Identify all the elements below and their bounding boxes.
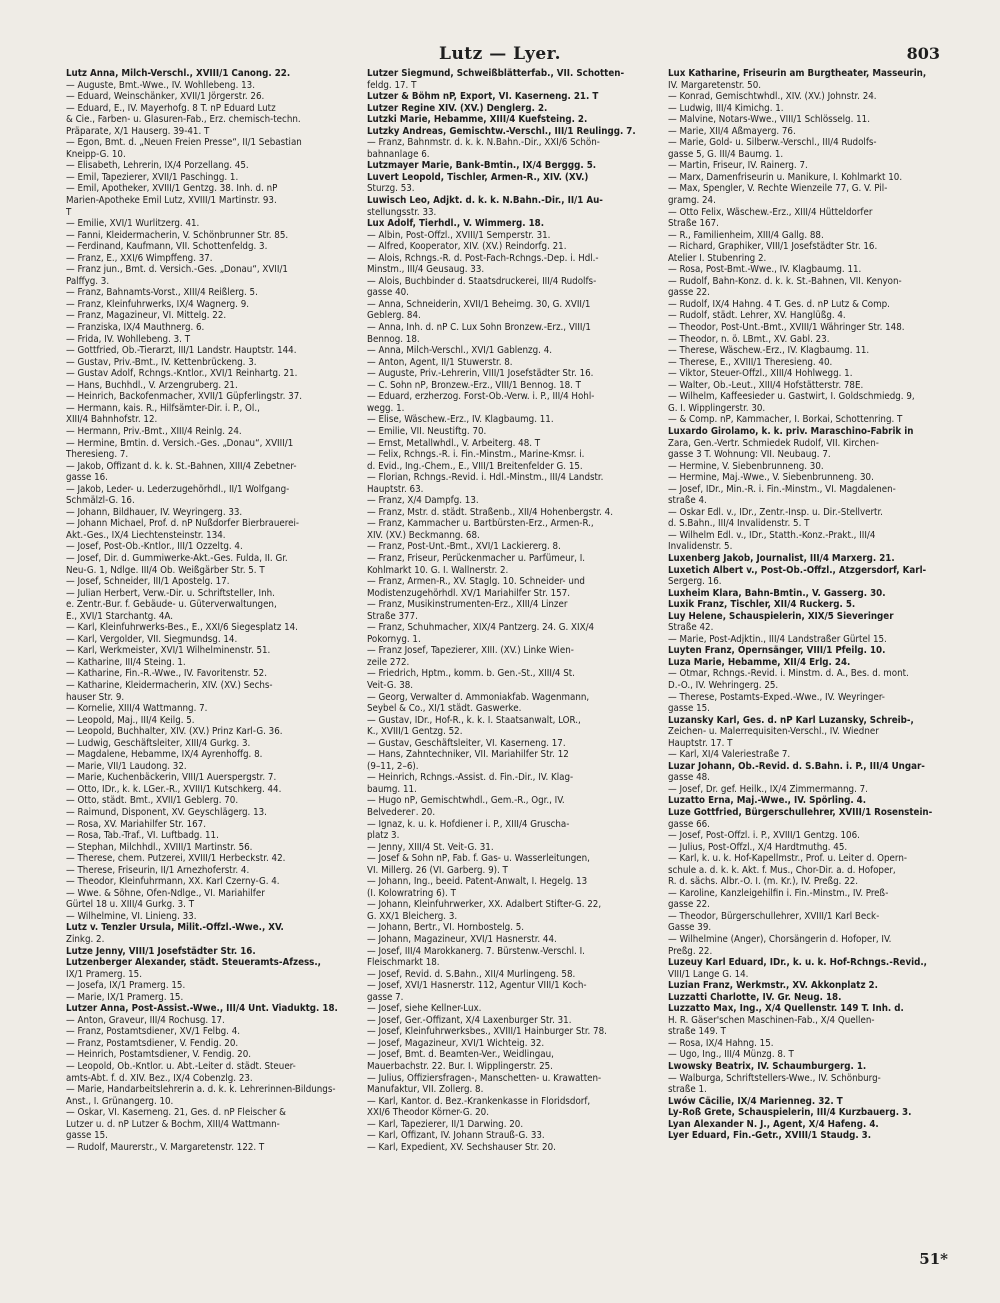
directory-entry-line: gasse 22. <box>668 899 710 911</box>
directory-entry-line: — Richard, Graphiker, VIII/1 Josefstädter Str. 16. <box>668 241 878 253</box>
directory-entry-line: Gasse 39. <box>668 922 712 934</box>
directory-entry-line: — Elise, Wäschew.-Erz., IV. Klagbaumg. 11. <box>367 414 554 426</box>
directory-entry-line: IX/1 Pramerg. 15. <box>66 968 142 980</box>
directory-entry-line: — Josefa, IX/1 Pramerg. 15. <box>66 980 186 992</box>
directory-entry-line: Luy Helene, Schauspielerin, XIX/5 Sieveringer <box>668 610 894 622</box>
directory-entry-line: — Theodor, Kleinfuhrmann, XX. Karl Czerny-G. 4. <box>66 876 280 888</box>
directory-entry-line: — Hans, Zahntechniker, VII. Mariahilfer Str. 12 <box>367 749 569 761</box>
directory-entry-line: D.-O., IV. Wehringerg. 25. <box>668 679 779 691</box>
signature-mark: 51* <box>919 1250 948 1268</box>
directory-entry-line: Schmälzl-G. 16. <box>66 495 135 507</box>
directory-entry-line: Kneipp-G. 10. <box>66 148 126 160</box>
directory-entry-line: — Eduard, Weinschänker, XVII/1 Jörgerstr. 26. <box>66 91 265 103</box>
directory-entry-line: — Gustav Adolf, Rchngs.-Kntlor., XVI/1 Reinhartg. 21. <box>66 368 298 380</box>
directory-entry-line: Luxenberg Jakob, Journalist, III/4 Marxerg. 21. <box>668 552 895 564</box>
directory-entry-line: gasse 5, G. III/4 Baumg. 1. <box>668 148 784 160</box>
directory-entry-line: — Franz, Bahnmstr. d. k. k. N.Bahn.-Dir., XXI/6 Schön- <box>367 137 600 149</box>
directory-entry-line: Kohlmarkt 10. G. I. Wallnerstr. 2. <box>367 564 509 576</box>
directory-entry-line: — Josef, Dr. gef. Heilk., IX/4 Zimmermanng. 7. <box>668 783 868 795</box>
directory-entry-line: Luvert Leopold, Tischler, Armen-R., XIV. (XV.) <box>367 171 589 183</box>
directory-entry-line: Luzian Franz, Werkmstr., XV. Akkonplatz 2. <box>668 980 878 992</box>
directory-entry-line: — Hermann, kais. R., Hilfsämter-Dir. i. P., Ol., <box>66 402 260 414</box>
directory-entry-line: Lwów Cäcilie, IX/4 Marienneg. 32. T <box>668 1095 843 1107</box>
directory-entry-line: — Therese, chem. Putzerei, XVIII/1 Herbeckstr. 42. <box>66 853 286 865</box>
directory-entry-line: — Johann, Magazineur, XVI/1 Hasnerstr. 44. <box>367 934 557 946</box>
directory-entry-line: R. d. sächs. Albr.-O. I. (m. Kr.), IV. Preßg. 22. <box>668 876 859 888</box>
directory-entry-line: Anst., I. Grünangerg. 10. <box>66 1095 174 1107</box>
directory-entry-line: — C. Sohn nP, Bronzew.-Erz., VIII/1 Bennog. 18. T <box>367 379 582 391</box>
directory-entry-line: Straße 377. <box>367 610 418 622</box>
directory-entry-line: — Stephan, Milchhdl., XVIII/1 Martinstr. 56. <box>66 841 253 853</box>
directory-entry-line: — Anton, Agent, II/1 Stuwerstr. 8. <box>367 356 513 368</box>
directory-entry-line: Modistenzugehörhdl. XV/1 Mariahilfer Str. 157. <box>367 587 571 599</box>
directory-entry-line: — Wilhelmine (Anger), Chorsängerin d. Hofoper, IV. <box>668 934 892 946</box>
directory-entry-line: — Marx, Damenfriseurin u. Manikure, I. Kohlmarkt 10. <box>668 171 903 183</box>
directory-entry-line: — Karl, XI/4 Valeriestraße 7. <box>668 749 791 761</box>
directory-entry-line: Hauptstr. 17. T <box>668 737 733 749</box>
directory-entry-line: — Johann, Bertr., VI. Hornbostelg. 5. <box>367 922 525 934</box>
directory-entry-line: Luzeuy Karl Eduard, IDr., k. u. k. Hof-Rchngs.-Revid., <box>668 957 927 969</box>
directory-entry-line: gasse 22. <box>668 287 710 299</box>
directory-entry-line: — Marie, Handarbeitslehrerin a. d. k. k. Lehrerinnen-Bildungs- <box>66 1084 336 1096</box>
directory-entry-line: — Franz, E., XXI/6 Wimpffeng. 37. <box>66 252 213 264</box>
directory-entry-line: Lutz v. Tenzler Ursula, Milit.-Offzl.-Wwe., XV. <box>66 922 284 934</box>
directory-entry-line: — Josef, Schneider, III/1 Apostelg. 17. <box>66 576 230 588</box>
directory-entry-line: — Marie, IX/1 Pramerg. 15. <box>66 991 184 1003</box>
directory-entry-line: — Josef, III/4 Marokkanerg. 7. Bürstenw.-Verschl. I. <box>367 945 585 957</box>
directory-entry-line: — Emil, Tapezierer, XVII/1 Paschingg. 1. <box>66 171 239 183</box>
directory-entry-line: — Marie, Kuchenbäckerin, VIII/1 Auerspergstr. 7. <box>66 772 277 784</box>
directory-entry-line: — Raimund, Disponent, XV. Geyschlägerg. 13. <box>66 807 267 818</box>
directory-entry-line: — Alois, Rchngs.-R. d. Post-Fach-Rchngs.-Dep. i. Hdl.- <box>367 252 599 264</box>
directory-entry-line: — Egon, Bmt. d. „Neuen Freien Presse“, II/1 Sebastian <box>66 137 302 149</box>
directory-entry-line: Lutze Jenny, VIII/1 Josefstädter Str. 16. <box>66 945 256 957</box>
directory-entry-line: — Franz, Kammacher u. Bartbürsten-Erz., Armen-R., <box>367 518 594 530</box>
directory-entry-line: — Leopold, Maj., III/4 Keilg. 5. <box>66 714 195 726</box>
directory-entry-line: — Anton, Graveur, III/4 Rochusg. 17. <box>66 1014 225 1026</box>
directory-entry-line: — Emilie, XVI/1 Wurlitzerg. 41. <box>66 218 200 230</box>
directory-entry-line: — Kornelie, XIII/4 Wattmanng. 7. <box>66 703 208 715</box>
directory-entry-line: — Karl, Vergolder, VII. Siegmundsg. 14. <box>66 633 238 645</box>
directory-entry-line: — Magdalene, Hebamme, IX/4 Ayrenhoffg. 8. <box>66 749 263 761</box>
directory-entry-line: gasse 48. <box>668 772 710 784</box>
directory-entry-line: Fleischmarkt 18. <box>367 957 440 969</box>
directory-entry-line: — Rudolf, städt. Lehrer, XV. Hanglüßg. 4. <box>668 310 846 322</box>
directory-entry-line: Luxheim Klara, Bahn-Bmtin., V. Gasserg. 30. <box>668 587 886 599</box>
directory-entry-line: Belvederег. 20. <box>367 807 436 818</box>
directory-entry-line: — Rudolf, Maurerstr., V. Margaretenstr. 122. T <box>66 1141 265 1153</box>
directory-entry-line: — Georg, Verwalter d. Ammoniakfab. Wagenmann, <box>367 691 590 703</box>
directory-entry-line: Zara, Gen.-Vertr. Schmiedek Rudolf, VII. Kirchen- <box>668 437 879 449</box>
directory-entry-line: T <box>66 206 72 218</box>
directory-entry-line: Pokornyg. 1. <box>367 633 421 645</box>
directory-entry-line: — Oskar Edl. v., IDr., Zentr.-Insp. u. Dir.-Stellvertr. <box>668 506 883 518</box>
directory-entry-line: — Josef, Bmt. d. Beamten-Ver., Weidlingau, <box>367 1049 554 1061</box>
directory-entry-line: schule a. d. k. k. Akt. f. Mus., Chor-Dir. a. d. Hofoper, <box>668 864 896 876</box>
directory-entry-line: Zeichen- u. Malerrequisiten-Verschl., IV. Wiedner <box>668 726 879 738</box>
directory-entry-line: — Malvine, Notars-Wwe., VIII/1 Schlösselg. 11. <box>668 114 870 126</box>
directory-entry-line: Palffyg. 3. <box>66 275 110 287</box>
directory-entry-line: — Oskar, VI. Kaserneng. 21, Ges. d. nP Fleischer & <box>66 1107 286 1119</box>
directory-entry-line: — Rosa, Tab.-Traf., VI. Luftbadg. 11. <box>66 830 219 842</box>
directory-entry-line: Theresieng. 7. <box>66 449 129 461</box>
directory-entry-line: — Ludwig, III/4 Kimichg. 1. <box>668 102 784 114</box>
directory-entry-line: — Franz, Kleinfuhrwerks, IX/4 Wagnerg. 9. <box>66 298 250 310</box>
directory-entry-line: — Katharine, Fin.-R.-Wwe., IV. Favoritenstr. 52. <box>66 668 267 680</box>
directory-entry-line: stellungsstr. 33. <box>367 206 437 218</box>
directory-entry-line: — Johann, Ing., beeid. Patent-Anwalt, I. Hegelg. 13 <box>367 876 588 888</box>
directory-entry-line: — Elisabeth, Lehrerin, IX/4 Porzellang. 45. <box>66 160 249 172</box>
directory-entry-line: G. I. Wipplingerstr. 30. <box>668 402 766 414</box>
directory-entry-line: — Ugo, Ing., III/4 Münzg. 8. T <box>668 1049 794 1061</box>
directory-entry-line: H. R. Gäser'schen Maschinen-Fab., X/4 Quellen- <box>668 1014 875 1026</box>
directory-entry-line: Gürtel 18 u. XIII/4 Gurkg. 3. T <box>66 899 195 911</box>
directory-entry-line: — Max, Spengler, V. Rechte Wienzeile 77, G. V. Pil- <box>668 183 888 195</box>
directory-entry-line: — Therese, Postamts-Exped.-Wwe., IV. Weyringer- <box>668 691 885 703</box>
directory-entry-line: — Josef, siehe Kellner-Lux. <box>367 1003 482 1015</box>
directory-entry-line: — Theodor, Bürgerschullehrer, XVIII/1 Karl Beck- <box>668 910 880 922</box>
directory-entry-line: — Marie, Post-Adjktin., III/4 Landstraßer Gürtel 15. <box>668 633 887 645</box>
directory-entry-line: — Frida, IV. Wohllebeng. 3. T <box>66 333 191 345</box>
directory-entry-line: — Josef, Ger.-Offizant, X/4 Laxenburger Str. 31. <box>367 1014 572 1026</box>
directory-entry-line: — Martin, Friseur, IV. Rainerg. 7. <box>668 160 808 172</box>
directory-entry-line: Ly-Roß Grete, Schauspielerin, III/4 Kurzbauerg. 3. <box>668 1107 912 1119</box>
directory-entry-line: — Jakob, Offizant d. k. k. St.-Bahnen, XIII/4 Zebetner- <box>66 460 297 472</box>
directory-entry-line: — Franz, Magazineur, VI. Mittelg. 22. <box>66 310 227 322</box>
directory-entry-line: — Jakob, Leder- u. Lederzugehörhdl., II/1 Wolfgang- <box>66 483 290 495</box>
directory-entry-line: — Auguste, Bmt.-Wwe., IV. Wohllebeng. 13. <box>66 79 255 91</box>
directory-entry-line: — Rosa, IX/4 Hahng. 15. <box>668 1037 774 1049</box>
directory-entry-line: — Anna, Inh. d. nP C. Lux Sohn Bronzew.-Erz., VIII/1 <box>367 322 591 334</box>
directory-entry-line: straße 4. <box>668 495 707 507</box>
directory-entry-line: Straße 42. <box>668 622 714 634</box>
directory-entry-line: — Ernst, Metallwhdl., V. Arbeiterg. 48. T <box>367 437 541 449</box>
directory-entry-line: — Otto Felix, Wäschew.-Erz., XIII/4 Hütteldorfer <box>668 206 873 218</box>
directory-entry-line: — Wilhelm, Kaffeesieder u. Gastwirt, I. Goldschmiedg. 9, <box>668 391 915 403</box>
directory-entry-line: — Gustav, Priv.-Bmt., IV. Kettenbrückeng. 3. <box>66 356 257 368</box>
directory-entry-line: — Karl, k. u. k. Hof-Kapellmstr., Prof. u. Leiter d. Opern- <box>668 853 907 865</box>
directory-entry-line: — Fanni, Kleidermacherin, V. Schönbrunner Str. 85. <box>66 229 289 241</box>
directory-entry-line: — Konrad, Gemischtwhdl., XIV. (XV.) Johnstr. 24. <box>668 91 877 103</box>
directory-entry-line: straße 1. <box>668 1084 707 1096</box>
directory-entry-line: — Hermine, Bmtin. d. Versich.-Ges. „Donau“, XVIII/1 <box>66 437 294 449</box>
directory-entry-line: — Franz, Friseur, Perückenmacher u. Parfümeur, I. <box>367 552 586 564</box>
directory-entry-line: — Hugo nP, Gemischtwhdl., Gem.-R., Ogr., IV. <box>367 795 565 807</box>
directory-entry-line: gasse 16. <box>66 472 108 484</box>
directory-entry-line: bahnanlage 6. <box>367 148 430 160</box>
directory-entry-line: — Gustav, Geschäftsleiter, VI. Kaserneng. 17. <box>367 737 566 749</box>
directory-entry-line: — Marie, Gold- u. Silberw.-Verschl., III/4 Rudolfs- <box>668 137 877 149</box>
directory-entry-line: — Anna, Milch-Verschl., XVI/1 Gablenzg. 4. <box>367 345 553 357</box>
directory-entry-line: — Franziska, IX/4 Mauthnerg. 6. <box>66 322 205 334</box>
directory-entry-line: — Katharine, III/4 Steing. 1. <box>66 656 186 668</box>
directory-entry-line: VI. Millerg. 26 (VI. Garberg. 9). T <box>367 864 508 876</box>
directory-entry-line: d. Evid., Ing.-Chem., E., VIII/1 Breitenfelder G. 15. <box>367 460 583 472</box>
directory-entry-line: Manufaktur, VII. Zollerg. 8. <box>367 1084 484 1096</box>
directory-entry-line: — Wwe. & Söhne, Ofen-Ndlge., VI. Mariahilfer <box>66 887 265 899</box>
directory-entry-line: — Hans, Buchhdl., V. Arzengruberg. 21. <box>66 379 238 391</box>
directory-entry-line: — Emil, Apotheker, XVIII/1 Gentzg. 38. Inh. d. nP <box>66 183 278 195</box>
directory-entry-line: — R., Familienheim, XIII/4 Gallg. 88. <box>668 229 824 241</box>
directory-entry-line: Lyer Eduard, Fin.-Getr., XVIII/1 Staudg. 3. <box>668 1130 872 1142</box>
directory-entry-line: — Josef, IDr., Min.-R. i. Fin.-Minstm., VI. Magdalenen- <box>668 483 896 495</box>
column-right <box>668 68 950 1248</box>
directory-entry-line: — Franz, X/4 Dampfg. 13. <box>367 495 479 507</box>
directory-entry-line: Präparate, X/1 Hauserg. 39-41. T <box>66 125 210 137</box>
directory-entry-line: — Karl, Expedient, XV. Sechshauser Str. 20. <box>367 1141 556 1153</box>
directory-entry-line: — Franz, Postamtsdiener, V. Fendig. 20. <box>66 1037 239 1049</box>
directory-entry-line: Luza Marie, Hebamme, XII/4 Erlg. 24. <box>668 656 851 668</box>
column-left <box>66 68 356 1248</box>
directory-entry-line: straße 149. T <box>668 1026 726 1038</box>
directory-entry-line: — Johann Michael, Prof. d. nP Nußdorfer Bierbrauerei- <box>66 518 300 530</box>
directory-entry-line: — Eduard, E., IV. Mayerhofg. 8 T. nP Eduard Lutz <box>66 102 276 114</box>
directory-entry-line: — Otto, IDr., k. k. LGer.-R., XVIII/1 Kutschkerg. 44. <box>66 783 282 795</box>
directory-entry-line: — Walburga, Schriftstellers-Wwe., IV. Schönburg- <box>668 1072 881 1084</box>
directory-entry-line: — Julian Herbert, Verw.-Dir. u. Schriftsteller, Inh. <box>66 587 275 599</box>
directory-entry-line: K., XVIII/1 Gentzg. 52. <box>367 726 463 738</box>
directory-entry-line: — Rudolf, IX/4 Hahng. 4 T. Ges. d. nP Lutz & Comp. <box>668 298 890 310</box>
directory-entry-line: — Karl, Offizant, IV. Johann Strauß-G. 33. <box>367 1130 545 1142</box>
directory-entry-line: — Gottfried, Ob.-Tierarzt, III/1 Landstr. Hauptstr. 144. <box>66 345 297 357</box>
directory-entry-line: — Friedrich, Hptm., komm. b. Gen.-St., XIII/4 St. <box>367 668 575 680</box>
directory-entry-line: hauser Str. 9. <box>66 691 125 703</box>
directory-entry-line: — Karl, Kleinfuhrwerks-Bes., E., XXI/6 Siegesplatz 14. <box>66 622 298 634</box>
page-header <box>60 44 940 68</box>
directory-entry-line: E., XVI/1 Starchantg. 4A. <box>66 610 173 622</box>
directory-entry-line: — Franz, Postamtsdiener, XV/1 Felbg. 4. <box>66 1026 241 1038</box>
directory-entry-line: Neu-G. 1, Ndlge. III/4 Ob. Weißgärber Str. 5. T <box>66 564 265 576</box>
directory-entry-line: — Josef, Post-Ob.-Kntlor., III/1 Ozzeltg. 4. <box>66 541 243 553</box>
directory-entry-line: feldg. 17. T <box>367 79 417 91</box>
directory-entry-line: — Julius, Post-Offzl., X/4 Hardtmuthg. 45. <box>668 841 848 853</box>
directory-entry-line: XIII/4 Bahnhofstr. 12. <box>66 414 158 426</box>
directory-entry-line: gasse 7. <box>367 991 404 1003</box>
directory-entry-line: — Franz, Post-Unt.-Bmt., XVI/1 Lackiererg. 8. <box>367 541 561 553</box>
directory-entry-line: Veit-G. 38. <box>367 679 414 691</box>
directory-entry-line: gasse 40. <box>367 287 409 299</box>
directory-entry-line: — Ludwig, Geschäftsleiter, XIII/4 Gurkg. 3. <box>66 737 251 749</box>
directory-entry-line: — Josef, Magazineur, XVI/1 Wichteig. 32. <box>367 1037 545 1049</box>
directory-entry-line: Lyan Alexander N. J., Agent, X/4 Hafeng. 4. <box>668 1118 879 1130</box>
directory-entry-line: Zinkg. 2. <box>66 934 105 946</box>
directory-entry-line: — Johann, Bildhauer, IV. Weyringerg. 33. <box>66 506 243 518</box>
directory-entry-line: baumg. 11. <box>367 783 417 795</box>
directory-entry-line: — Katharine, Kleidermacherin, XIV. (XV.) Sechs- <box>66 679 273 691</box>
directory-entry-line: Luxardo Girolamo, k. k. priv. Maraschino-Fabrik in <box>668 425 914 437</box>
directory-entry-line: — Gustav, IDr., Hof-R., k. k. I. Staatsanwalt, LOR., <box>367 714 581 726</box>
directory-entry-line: — Therese, Friseurin, II/1 Arnezhoferstr. 4. <box>66 864 250 876</box>
directory-entry-line: Lux Katharine, Friseurin am Burgtheater, Masseurin, <box>668 68 927 79</box>
directory-entry-line: — Florian, Rchngs.-Revid. i. Hdl.-Minstm., III/4 Landstr. <box>367 472 604 484</box>
directory-entry-line: & Cie., Farben- u. Glasuren-Fab., Erz. chemisch-techn. <box>66 114 301 126</box>
directory-entry-line: Akt.-Ges., IX/4 Liechtensteinstr. 134. <box>66 529 226 541</box>
directory-entry-line: — Karl, Kantor. d. Bez.-Krankenkasse in Floridsdorf, <box>367 1095 591 1107</box>
directory-entry-line: Lutzer Anna, Post-Assist.-Wwe., III/4 Unt. Viaduktg. 18. <box>66 1003 338 1015</box>
directory-entry-line: — Josef, Kleinfuhrwerksbes., XVIII/1 Hainburger Str. 78. <box>367 1026 607 1038</box>
directory-entry-line: IV. Margaretenstr. 50. <box>668 79 762 91</box>
directory-entry-line: Luzar Johann, Ob.-Revid. d. S.Bahn. i. P., III/4 Ungar- <box>668 760 925 772</box>
directory-entry-line: — Rosa, XV. Mariahilfer Str. 167. <box>66 818 206 830</box>
directory-entry-line: Straße 167. <box>668 218 719 230</box>
directory-entry-line: — Wilhelmine, VI. Linieng. 33. <box>66 910 197 922</box>
directory-entry-line: — Franz jun., Bmt. d. Versich.-Ges. „Donau“, XVII/1 <box>66 264 288 276</box>
directory-entry-line: — Otto, städt. Bmt., XVII/1 Geblerg. 70. <box>66 795 239 807</box>
directory-entry-line: Luwisch Leo, Adjkt. d. k. k. N.Bahn.-Dir., II/1 Au- <box>367 195 603 207</box>
directory-entry-line: Bennog. 18. <box>367 333 420 345</box>
directory-entry-line: — Alois, Buchbinder d. Staatsdruckerei, III/4 Rudolfs- <box>367 275 597 287</box>
directory-entry-line: — Julius, Offiziersfragen-, Manschetten- u. Krawatten- <box>367 1072 602 1084</box>
directory-entry-line: — Franz, Schuhmacher, XIX/4 Pantzerg. 24. G. XIX/4 <box>367 622 595 634</box>
directory-entry-line: — Hermine, Maj.-Wwe., V. Siebenbrunneng. 30. <box>668 472 874 484</box>
directory-entry-line: — Franz Josef, Tapezierer, XIII. (XV.) Linke Wien- <box>367 645 574 657</box>
directory-entry-line: — Marie, VII/1 Laudong. 32. <box>66 760 187 772</box>
directory-entry-line: — Franz, Musikinstrumenten-Erz., XIII/4 Linzer <box>367 599 568 611</box>
directory-entry-line: — Leopold, Ob.-Kntlor. u. Abt.-Leiter d. städt. Steuer- <box>66 1061 296 1073</box>
directory-entry-line: — Rosa, Post-Bmt.-Wwe., IV. Klagbaumg. 11. <box>668 264 862 276</box>
directory-entry-line: Invalidenstr. 5. <box>668 541 733 553</box>
directory-entry-line: d. S.Bahn., III/4 Invalidenstr. 5. T <box>668 518 810 530</box>
directory-entry-line: — Viktor, Steuer-Offzl., XIII/4 Hohlwegg. 1. <box>668 368 853 380</box>
directory-entry-line: e. Zentr.-Bur. f. Gebäude- u. Güterverwaltungen, <box>66 599 277 611</box>
directory-entry-line: Sturzg. 53. <box>367 183 415 195</box>
directory-entry-line: gramg. 24. <box>668 195 716 207</box>
directory-entry-line: Luzzatti Charlotte, IV. Gr. Neug. 18. <box>668 991 842 1003</box>
directory-entry-line: Luze Gottfried, Bürgerschullehrer, XVIII/1 Rosenstein- <box>668 807 933 818</box>
directory-entry-line: Luyten Franz, Opernsänger, VIII/1 Pfeilg. 10. <box>668 645 886 657</box>
directory-entry-line: Seybel & Co., XI/1 städt. Gaswerke. <box>367 703 522 715</box>
directory-entry-line: — Eduard, erzherzog. Forst-Ob.-Verw. i. P., III/4 Hohl- <box>367 391 595 403</box>
directory-entry-line: — Franz, Mstr. d. städt. Straßenb., XII/4 Hohenbergstr. 4. <box>367 506 613 518</box>
directory-entry-line: — Franz, Armen-R., XV. Staglg. 10. Schneider- und <box>367 576 585 588</box>
directory-entry-line: — Therese, E., XVIII/1 Theresieng. 40. <box>668 356 833 368</box>
directory-entry-line: Lutzer u. d. nP Lutzer & Bochm, XIII/4 Wattmann- <box>66 1118 280 1130</box>
directory-entry-line: VIII/1 Lange G. 14. <box>668 968 749 980</box>
page-number: 803 <box>906 44 940 63</box>
directory-entry-line: Lutzer Regine XIV. (XV.) Denglerg. 2. <box>367 102 548 114</box>
directory-entry-line: Lutzky Andreas, Gemischtw.-Verschl., III/1 Reulingg. 7. <box>367 125 636 137</box>
directory-entry-line: — Karl, Tapezierer, II/1 Darwing. 20. <box>367 1118 524 1130</box>
directory-entry-line: — Heinrich, Postamtsdiener, V. Fendig. 20. <box>66 1049 252 1061</box>
directory-entry-line: — Marie, XII/4 Aßmayerg. 76. <box>668 125 796 137</box>
directory-entry-line: — Heinrich, Backofenmacher, XVII/1 Güpferlingstr. 37. <box>66 391 303 403</box>
directory-entry-line: gasse 15. <box>66 1130 108 1142</box>
directory-entry-line: Preßg. 22. <box>668 945 713 957</box>
directory-entry-line: — Anna, Schneiderin, XVII/1 Beheimg. 30, G. XVII/1 <box>367 298 591 310</box>
directory-entry-line: Luxik Franz, Tischler, XII/4 Ruckerg. 5. <box>668 599 856 611</box>
directory-entry-line: — Karl, Werkmeister, XVI/1 Wilhelminenstr. 51. <box>66 645 271 657</box>
directory-entry-line: — Leopold, Buchhalter, XIV. (XV.) Prinz Karl-G. 36. <box>66 726 283 738</box>
directory-entry-line: — Theodor, Post-Unt.-Bmt., XVIII/1 Währinger Str. 148. <box>668 322 905 334</box>
directory-entry-line: — Franz, Bahnamts-Vorst., XIII/4 Reißlerg. 5. <box>66 287 258 299</box>
directory-entry-line: — Albin, Post-Offzl., XVIII/1 Semperstr. 31. <box>367 229 551 241</box>
directory-entry-line: — Josef, XVI/1 Hasnerstr. 112, Agentur VIII/1 Koch- <box>367 980 587 992</box>
directory-entry-line: Marien-Apotheke Emil Lutz, XVIII/1 Martinstr. 93. <box>66 195 277 207</box>
directory-entry-line: — Therese, Wäschew.-Erz., IV. Klagbaumg. 11. <box>668 345 870 357</box>
directory-entry-line: — Wilhelm Edl. v., IDr., Statth.-Konz.-Prakt., III/4 <box>668 529 876 541</box>
directory-entry-line: — Emilie, VII. Neustiftg. 70. <box>367 425 487 437</box>
directory-entry-line: Lutzenberger Alexander, städt. Steueramts-Afzess., <box>66 957 321 969</box>
directory-entry-line: amts-Abt. f. d. XIV. Bez., IX/4 Cobenzlg. 23. <box>66 1072 253 1084</box>
directory-entry-line: — Theodor, n. ö. LBmt., XV. Gabl. 23. <box>668 333 830 345</box>
directory-entry-line: — & Comp. nP, Kammacher, I. Borkai, Schottenring. T <box>668 414 903 426</box>
directory-entry-line: — Heinrich, Rchngs.-Assist. d. Fin.-Dir., IV. Klag- <box>367 772 574 784</box>
directory-entry-line: — Hermann, Priv.-Bmt., XIII/4 Reinlg. 24. <box>66 425 242 437</box>
directory-entry-line: zeile 272. <box>367 656 410 668</box>
directory-entry-line: XIV. (XV.) Beckmanng. 68. <box>367 529 480 541</box>
directory-entry-line: gasse 3 T. Wohnung: VII. Neubaug. 7. <box>668 449 831 461</box>
directory-entry-line: Lutzki Marie, Hebamme, XIII/4 Kuefsteing. 2. <box>367 114 588 126</box>
directory-entry-line: — Auguste, Priv.-Lehrerin, VIII/1 Josefstädter Str. 16. <box>367 368 594 380</box>
directory-entry-line: Lutzer Siegmund, Schweißblätterfab., VII. Schotten- <box>367 68 625 79</box>
directory-entry-line: Minstm., III/4 Geusaug. 33. <box>367 264 485 276</box>
directory-entry-line: G. XX/1 Bleicherg. 3. <box>367 910 458 922</box>
directory-entry-line: — Rudolf, Bahn-Konz. d. k. k. St.-Bahnen, VII. Kenyon- <box>668 275 902 287</box>
directory-entry-line: — Karoline, Kanzleigehilfin i. Fin.-Minstm., IV. Preß- <box>668 887 889 899</box>
directory-entry-line: Lwowsky Beatrix, IV. Schaumburgerg. 1. <box>668 1061 867 1073</box>
directory-entry-line: — Josef, Revid. d. S.Bahn., XII/4 Murlingeng. 58. <box>367 968 576 980</box>
directory-entry-line: — Hermine, V. Siebenbrunneng. 30. <box>668 460 824 472</box>
directory-entry-line: (9–11, 2–6). <box>367 760 419 772</box>
directory-entry-line: Lux Adolf, Tierhdl., V. Wimmerg. 18. <box>367 218 545 230</box>
directory-entry-line: Luxetich Albert v., Post-Ob.-Offzl., Atzgersdorf, Karl- <box>668 564 927 576</box>
directory-entry-line: Sergerg. 16. <box>668 576 722 588</box>
directory-entry-line: wegg. 1. <box>367 402 405 414</box>
running-title: Lutz — Lyer. <box>438 44 561 64</box>
directory-entry-line: Luzatto Erna, Maj.-Wwe., IV. Spörling. 4. <box>668 795 867 807</box>
directory-entry-line: Luzansky Karl, Ges. d. nP Karl Luzansky, Schreib-, <box>668 714 914 726</box>
directory-entry-line: (I. Kolowratring 6). T <box>367 887 456 899</box>
directory-entry-line: — Jenny, XIII/4 St. Veit-G. 31. <box>367 841 494 853</box>
directory-entry-line: Hauptstr. 63. <box>367 483 424 495</box>
directory-entry-line: — Ferdinand, Kaufmann, VII. Schottenfeldg. 3. <box>66 241 268 253</box>
directory-entry-line: Atelier I. Stubenring 2. <box>668 252 767 264</box>
directory-entry-line: Luzzatto Max, Ing., X/4 Quellenstr. 149 T. Inh. d. <box>668 1003 904 1015</box>
directory-entry-line: — Josef, Dir. d. Gummiwerke-Akt.-Ges. Fulda, II. Gr. <box>66 552 288 564</box>
directory-entry-line: platz 3. <box>367 830 400 842</box>
directory-entry-line: Geblerg. 84. <box>367 310 421 322</box>
directory-entry-line: — Alfred, Kooperator, XIV. (XV.) Reindorfg. 21. <box>367 241 567 253</box>
directory-entry-line: — Josef & Sohn nP, Fab. f. Gas- u. Wasserleitungen, <box>367 853 590 865</box>
directory-entry-line: Lutz Anna, Milch-Verschl., XVIII/1 Canong. 22. <box>66 68 291 79</box>
directory-entry-line: — Felix, Rchngs.-R. i. Fin.-Minstm., Marine-Kmsr. i. <box>367 449 585 461</box>
directory-entry-line: XXI/6 Theodor Körner-G. 20. <box>367 1107 489 1119</box>
directory-entry-line: — Ignaz, k. u. k. Hofdiener i. P., XIII/4 Gruscha- <box>367 818 570 830</box>
directory-entry-line: — Johann, Kleinfuhrwerker, XX. Adalbert Stifter-G. 22, <box>367 899 602 911</box>
directory-entry-line: gasse 15. <box>668 703 710 715</box>
directory-entry-line: — Josef, Post-Offzl. i. P., XVIII/1 Gentzg. 106. <box>668 830 860 842</box>
column-middle <box>367 68 657 1248</box>
directory-entry-line: — Walter, Ob.-Leut., XIII/4 Hofstätterstr. 78E. <box>668 379 864 391</box>
directory-entry-line: Lutzmayer Marie, Bank-Bmtin., IX/4 Berggg. 5. <box>367 160 597 172</box>
directory-entry-line: gasse 66. <box>668 818 710 830</box>
directory-entry-line: — Otmar, Rchngs.-Revid. i. Minstm. d. A., Bes. d. mont. <box>668 668 909 680</box>
directory-entry-line: Mauerbachstr. 22. Bur. I. Wipplingerstr. 25. <box>367 1061 553 1073</box>
directory-entry-line: Lutzer & Böhm nP, Export, VI. Kaserneng. 21. T <box>367 91 599 103</box>
